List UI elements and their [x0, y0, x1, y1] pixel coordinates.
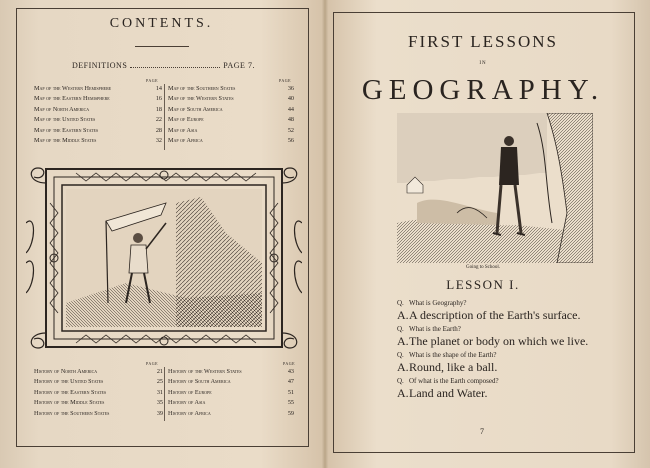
toc-entry [168, 94, 294, 104]
page-column-header: PAGE [146, 78, 159, 83]
a-label: A. [397, 386, 409, 400]
answer-text: The planet or body on which we live. [409, 334, 589, 348]
illustration-caption: Going to School. [465, 265, 501, 270]
going-to-school-engraving [397, 113, 593, 263]
answer [397, 308, 629, 322]
entry-title: Map of Africa [168, 137, 203, 145]
entry-page: 43 [287, 368, 294, 375]
entry-title: Map of South America [168, 105, 223, 113]
history-list-right [168, 367, 294, 419]
entry-title: Map of the Southern States [168, 85, 236, 92]
book-title-in: IN [479, 61, 487, 66]
toc-entry [168, 377, 294, 387]
answer-text: Land and Water. [409, 386, 488, 400]
toc-entry [34, 115, 162, 125]
title-rule [135, 46, 189, 47]
history-list-left [34, 367, 163, 419]
definitions-label: DEFINITIONS [72, 61, 128, 70]
question [397, 376, 629, 386]
contents-title: CONTENTS. [109, 16, 214, 31]
entry-title: Map of the Eastern Hemisphere [34, 95, 110, 103]
question [397, 324, 629, 334]
entry-title: Map of the Middle States [34, 137, 97, 145]
entry-title: Map of North America [34, 105, 90, 113]
book-title-geography: GEOGRAPHY. [361, 74, 605, 106]
entry-page: 35 [156, 399, 163, 407]
entry-page: 44 [287, 105, 294, 113]
a-label: A. [397, 308, 409, 322]
toc-entry [168, 409, 294, 419]
entry-page: 55 [287, 399, 294, 407]
lesson-heading: LESSON I. [446, 277, 520, 292]
q-label: Q. [397, 351, 404, 359]
q-label: Q. [397, 377, 404, 385]
toc-entry [34, 136, 162, 146]
entry-page: 25 [156, 378, 163, 386]
question [397, 350, 629, 360]
page-number: 7 [480, 427, 484, 436]
entry-title: History of Asia [168, 399, 206, 407]
page-column-header: PAGE [283, 361, 296, 366]
maps-list-left [34, 84, 162, 146]
column-divider [164, 367, 165, 421]
lesson-page [325, 0, 650, 468]
toc-entry [34, 388, 163, 398]
entry-page: 16 [155, 95, 162, 103]
answer [397, 334, 629, 348]
entry-page: 36 [287, 85, 294, 92]
entry-page: 56 [287, 137, 294, 145]
toc-entry [34, 94, 162, 104]
q-label: Q. [397, 325, 404, 333]
entry-page: 52 [287, 126, 294, 134]
toc-entry [168, 388, 294, 398]
question-text: Of what is the Earth composed? [409, 377, 499, 385]
ornamental-engraving [26, 163, 302, 353]
toc-entry [34, 126, 162, 136]
toc-entry [34, 105, 162, 115]
toc-entry [168, 367, 294, 377]
question-text: What is the shape of the Earth? [409, 351, 497, 359]
toc-entry [168, 126, 294, 136]
entry-title: History of the United States [34, 378, 104, 386]
a-label: A. [397, 360, 409, 374]
entry-title: History of North America [34, 368, 98, 375]
definitions-entry [72, 61, 282, 70]
toc-entry [168, 84, 294, 94]
entry-title: Map of the Western States [168, 95, 234, 103]
toc-entry [34, 367, 163, 377]
answer-text: A description of the Earth's surface. [409, 308, 581, 322]
entry-title: History of the Middle States [34, 399, 105, 407]
toc-entry [34, 398, 163, 408]
entry-title: Map of Europe [168, 116, 204, 124]
entry-page: 18 [155, 105, 162, 113]
answer-text: Round, like a ball. [409, 360, 498, 374]
entry-page: 59 [287, 409, 294, 417]
entry-title: Map of the United States [34, 116, 96, 124]
toc-entry [34, 377, 163, 387]
entry-title: History of the Western States [168, 368, 242, 375]
toc-entry [34, 84, 162, 94]
entry-title: History of the Eastern States [34, 388, 107, 396]
book-title-first-lessons: FIRST LESSONS [408, 32, 558, 51]
question-answer-list [397, 298, 629, 402]
entry-title: Map of the Western Hemisphere [34, 85, 112, 92]
question-text: What is Geography? [409, 299, 467, 307]
entry-title: History of Africa [168, 409, 211, 417]
question-text: What is the Earth? [409, 325, 461, 333]
entry-page: 40 [287, 95, 294, 103]
entry-page: 48 [287, 116, 294, 124]
page-column-header: PAGE [279, 78, 292, 83]
entry-title: History of the Southern States [34, 409, 110, 417]
toc-entry [34, 409, 163, 419]
entry-page: 51 [287, 388, 294, 396]
a-label: A. [397, 334, 409, 348]
answer [397, 360, 629, 374]
entry-page: 14 [155, 85, 162, 92]
toc-entry [168, 136, 294, 146]
entry-page: 31 [156, 388, 163, 396]
toc-entry [168, 105, 294, 115]
toc-entry [168, 398, 294, 408]
entry-page: 32 [155, 137, 162, 145]
entry-page: 21 [156, 368, 163, 375]
entry-title: Map of Asia [168, 126, 198, 134]
entry-page: 22 [155, 116, 162, 124]
answer [397, 386, 629, 400]
page-column-header: PAGE [146, 361, 159, 366]
column-divider [164, 84, 165, 150]
toc-entry [168, 115, 294, 125]
maps-list-right [168, 84, 294, 146]
entry-title: History of Europe [168, 388, 212, 396]
q-label: Q. [397, 299, 404, 307]
entry-title: History of South America [168, 378, 231, 386]
definitions-page: PAGE 7. [223, 61, 255, 70]
entry-title: Map of the Eastern States [34, 126, 99, 134]
entry-page: 47 [287, 378, 294, 386]
question [397, 298, 629, 308]
entry-page: 39 [156, 409, 163, 417]
entry-page: 28 [155, 126, 162, 134]
